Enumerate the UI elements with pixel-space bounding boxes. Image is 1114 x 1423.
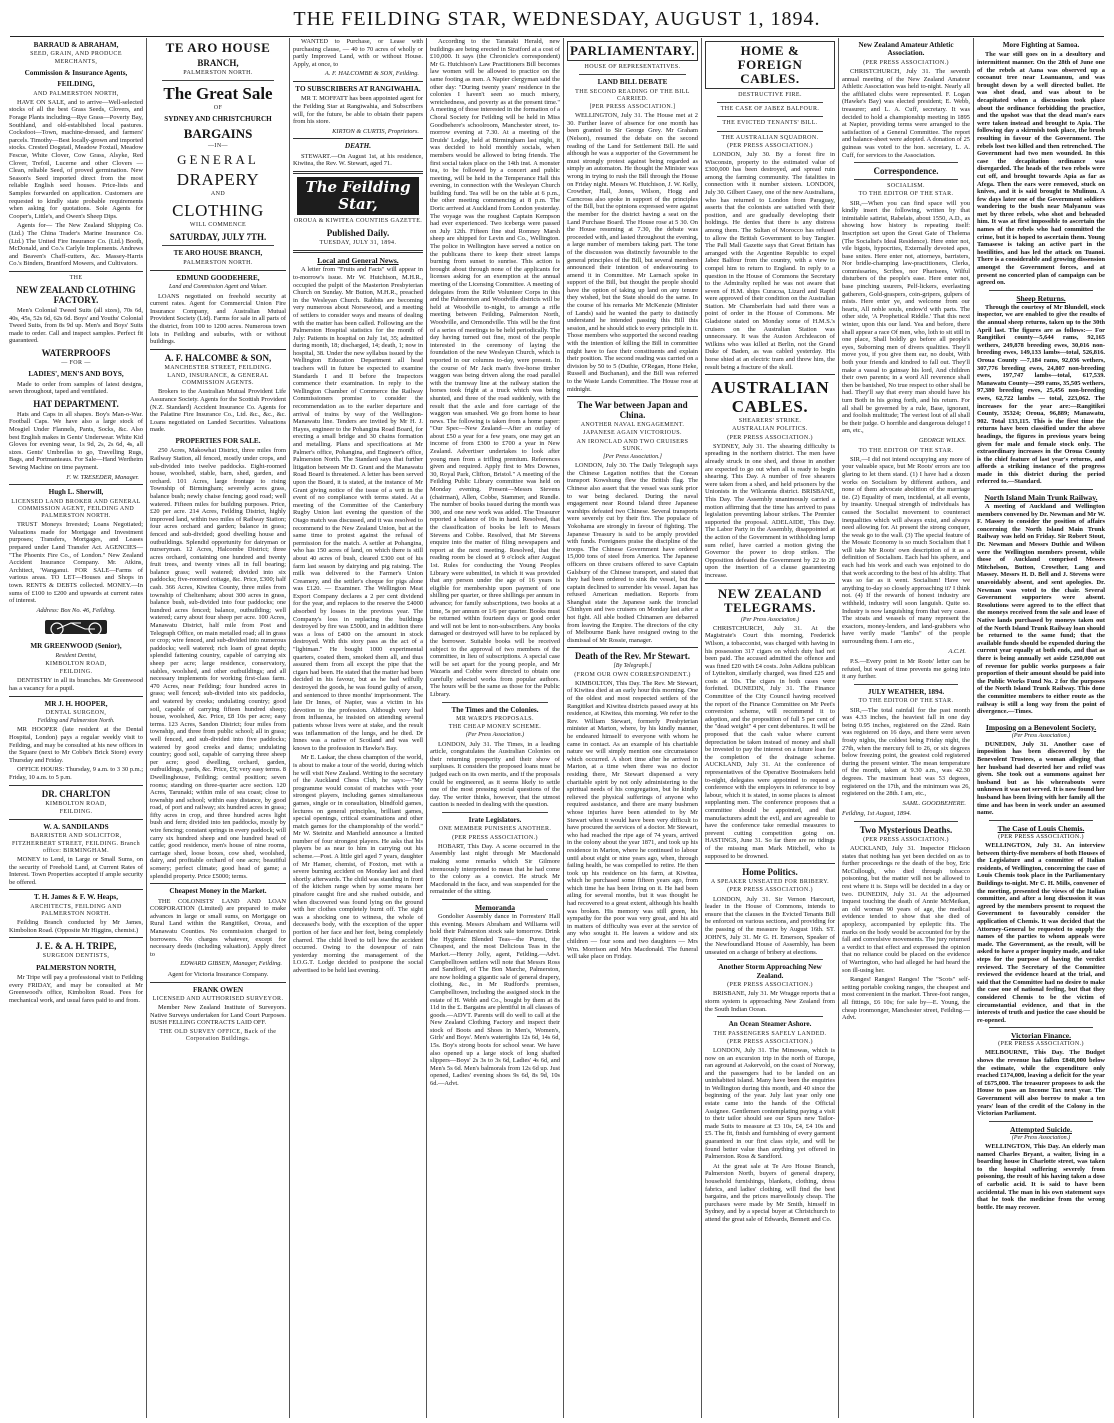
ad-cheapest-title: Cheapest Money in the Market. <box>169 887 267 896</box>
column-6 <box>701 38 838 1418</box>
benevolent-title: Imposing on a Benevolent Society. <box>985 722 1097 732</box>
benevolent-press: (Per Press Association.) <box>1011 732 1071 739</box>
ad-owen-title: FRANK OWEN <box>192 985 244 994</box>
ad-hat-dept: HAT DEPARTMENT. <box>33 398 119 409</box>
paper-nameplate-sub: OROUA & KIWITEA COUNTIES GAZETTE. <box>293 217 423 224</box>
parliamentary-sub2: THE SECOND READING OF THE BILL CARRIED. <box>575 88 690 102</box>
local-news-body: A letter from "Fruits and Facts" will appear in to-morrow's issue. Mr W. Hutchison, M.H.R., occupied the pulpit of the Masterton Presbyterian Church on Sunday. Mr Button, M.H.R., preached in the Wesleyan Church. Rabbits are becoming very numerous about Norsewood, and a meeting of settlers to consider ways and means of dealing with the matter has been called. Following are the Palmerston Hospital statistics for the month of July: Patients in hospital on July 1st, 35; admitted during month, 18; discharged, 14; death, 1; now in hospital, 38. Under the new syllabus issued by the Wellington Education Department all head teachers will in future be expected to examine Standards I and II before the Inspectors commence their examination. In reply to the Wellington Chamber of Commerce the Railway Commissioners promise to consider the recommendation as to the earlier departure and arrival of trains by way of the Wellington-Manawatu line. Tenders are invited by Mr H. J. Hayes, engineer to the Pohangina Road Board, for erecting a small bridge and 30 chains formation and metalling. Plans and specifications at Mr Palmer's office, Pohangina, and Engineer's office, Palmerston North. The Standard says that further litigation between Mr D. Grant and the Manawatu Road Board is threatened. A letter has been served upon the Board, it is stated, at the instance of Mr Grant giving notice of the issue of a writ in the event of no compliance with terms stated. At a meeting of the Committee of the Canterbury Rugby Union last evening the question of the Otago match was discussed, and it was resolved to recommend to the New Zealand Union, but at the same time to protest against the refusal of permission for the match. A settler at Pohangina, who has 150 acres of land, on which there is still about 40 acres of bush, cleared £300 out of his farm last season by dairying and pig raising. The milk was delivered to the Farmer's Union Creamery, and the settler's cheque for pigs alone was £120. — Examiner. The Wellington Meat Export Company declares a 2 per cent dividend for the year, and replaces to the reserve the £4000 absorbed by losses in the previous year. The Company's loss in replacing the buildings destroyed by fire was £5000, and in addition there was a loss of £400 on the amount in stock destroyed. With this story pass as the act of a "lightman." He bought 1000 experimental quarters, coated them, smoked them all, and thus assured them from all except the pipe that the cigars had been. He stated that the matter had been decided in his favour, but as he had wilfully destroyed the goods, he was found guilty of arson, and sentenced to three months' imprisonment. The late Dr Innes, of Napier, was a victim in his devotion to the profession. Although very bad from influenza, he insisted on attending several patients whose lives were at stake, and the result was inflammation of the lungs, and he died. Dr Innes was a native of Scotland and was well known to the profession in Hawke's Bay. <box>293 266 423 752</box>
nz-telegrams-press: (Per Press Association.) <box>740 616 800 623</box>
irate-legislators-sub: ONE MEMBER PUNISHES ANOTHER. <box>438 826 552 833</box>
death-notice-body: STEWART.—On August 1st, at his residence, Kiwitea, the Rev. W. Stewart, aged 71. <box>293 152 423 168</box>
ad-clothing-title: NEW ZEALAND CLOTHING FACTORY. <box>16 285 136 306</box>
divider <box>717 131 823 132</box>
column-7 <box>838 38 973 1418</box>
war-body: LONDON, July 30. The Daily Telegraph says the Chinese Legation notifies that the Corean transport Kowshung flew the British flag. The Chinese also assert that the vessel was sunk prior to war being declared. During the naval engagement near Round Island three Japanese warships defeated two Chinese. Several transports were severely cut by their fire. The populace of Yokohama are strongly in favour of fighting. The Japanese Treasury is said to be amply provided with funds. Foreigners praise the discipline of the troops. The Chinese Government have ordered 15,000 tons of steel from America. The Japanese officers on three cruisers offered to save Captain Galsbury of the Chinese transport, and stated that they had been ordered to sink the vessel, but the captain declined to surrender his vessel. Japan has refused American mediation. Reports from Shanghai state the Japanese sank the ironclad Chinhyen and two cruisers on Monday last after a hot fight. All able bodied Chinamen are debarred from leaving the Empire. The directors of the city of Melbourne Bank have resigned owing to the dismissal of Mr Rossie, manager. <box>567 462 698 644</box>
column-5 <box>563 38 701 1418</box>
nz-telegrams-title: NEW ZEALAND TELEGRAMS. <box>717 585 823 615</box>
ad-tearo-town: PALMERSTON NORTH. <box>183 70 253 76</box>
railway-body: A meeting of Auckland and Wellington members convened by Dr. Newman and Mr W. F. Massey to consider the position of affairs concerning the North Island Main Trunk Railway was held on Friday. Sir Robert Stout, Dr. Newman and Messrs Duthie and Wilson were the Wellington members present, while those of Auckland comprised Messrs Mitchelson, Button, Crowther, Lang and Massey. Messrs H. D. Bell and J. Stevens were unavoidably absent, and sent apologies. Dr. Newman was voted to the chair. Several Government supporters were absent. Resolutions were agreed to to the effect that the moneys received from the sale and lease of Native lands purchased by moneys taken out of the North Island Trunk Railway loan should be returned to the same fund; that the available funds should be expended during the current year equally at both ends, and that as there is being annually set aside £250,000 out of revenue for public works purposes a fair proportion of their amount should be paid into the Public Works Fund No. 2 for the purposes of the North Island Trunk Railway. This done the committee members to either route as the railway is still a long way from the point of divergence.—Times. <box>977 503 1105 716</box>
sheep-title: Sheep Returns. <box>1016 293 1066 303</box>
irate-legislators-press: (PER PRESS ASSOCIATION.) <box>452 834 538 841</box>
ad-barraud-town: FEILDING, <box>57 80 95 89</box>
ad-hooper-hours: OFFICE HOURS: Thursday, 9 a.m. to 3 30 p.m.; Friday, 10 a.m. to 5 p.m. <box>9 766 143 781</box>
stewart-body: KIMBOLTON, This Day. The Rev. Mr Stewart, of Kiwitea died at an early hour this morning. One of the oldest and most respected settlers of the Rangitikei and Kiwitea districts passed away at his residence, at Kiwitea, this morning. We refer to the Rev. William Stewart, formerly Presbyterian minister at Marton, where, by his kindly manner, he endeared himself to everyone with whom he came in contact. As an example of his charitable nature we will simply mention one circumstance which occurred. A short time after he arrived in Marton, at a time when there was no doctor residing there, Mr Stewart dispensed a very charitable spirit by not only administering to the spiritual needs of his congregation, but he kindly relieved the physical sufferings of anyone who required assistance, and there are many bushmen whose injuries have been attended to by Mr Stewart when it would have been very difficult to have procured the services of a doctor. Mr Stewart, who had reached the ripe age of 74 years, arrived in the colony about the year 1871, and took up his residence in Marton, where he continued to labour until about eight or nine years ago, when, through failing health, he was compelled to retire. He then took up his residence on his farm, at Kiwitea, which he purchased some fifteen years ago, from which time he has been living on it. He had been ailing for several months, but it was thought he had recovered to a great extent, although his health was broken. His memory was still green, his sympathy for the poor was very great, and his aid in matters of difficulty was ever at the service of any who sought it. He leaves a widow and six children — four sons and two daughters — Mrs Wm. Morrison and Mrs Macdonald. The funeral will take place on Friday. <box>567 679 698 961</box>
weather-title: JULY WEATHER, 1894. <box>867 687 945 696</box>
divider <box>442 702 548 703</box>
times-colonies-body: LONDON, July 31. The Times, in a leading article, congratulates the Australian Colonies on their returning prosperity and their show of surpluses. It considers the proposed loans must be judged each on its own merits, and if the proposals could be engineered, as it seems likely to settle one of the most pressing social questions of the day. The writer thinks, however, that the utmost caution is needed in dealing with the question. <box>430 740 560 809</box>
home-foreign-sub: DESTRUCTIVE FIRE. <box>738 92 802 98</box>
socialism-to: TO THE EDITOR OF THE STAR. <box>858 191 954 198</box>
ad-tripe-sub: SURGEON DENTISTS, <box>42 953 110 960</box>
ad-sherwill-addr: Address: Box No. 46, Feilding. <box>36 606 116 614</box>
ranges-ad: Ranges! Ranges! Ranges! The "Scots" self-setting portable cooking ranges, the cheapest and most convenient in the market. Three-foot ranges, all fittings, £6 10s; for sale by—E. Young, the cheap ironmonger, Manchester street, Feilding.—Advt. <box>842 976 970 1022</box>
divider <box>705 583 835 584</box>
socialism-sub: SOCIALISM. <box>887 183 925 190</box>
local-news-body-2: Mr E. Laskar, the chess champion of the world, is about to make a tour of the world, during which he will visit New Zealand. Writing to the secretary of the Auckland Chess Club, he says:—"My programme would consist of matches with your strongest players, including games simultaneous games, single or in consultation, blindfold games, lectures on general principles, brilliant games, special openings, critical examinations and other match games for the championship of the world." Mr W. Steinitz and Manfield announce a limited number of four strongest players. He asks that his players be as near to him in carrying out his scheme.—Post. A little girl aged 7 years, daughter of Mr Hamer, chemist, of Foxton, met with a severe burning accident on Monday last and died shortly afterwards. The child was standing in front of the kitchen range when by some means her pinafore caught fire and she rushed outside, and when discovered was found lying on the ground with her clothes completely burnt off. The sight was a shocking one to witness, the whole of deceased's body, with the exception of the upper portion of her face and her feet, being completely charred. The child lived to tell how the accident occurred. Owing to the downpour of rain yesterday morning the management of the I.O.G.T. Lodge decided to postpone the social advertised to be held last evening. <box>293 754 423 974</box>
ad-sandilands-title: W. A. SANDILANDS <box>43 822 109 831</box>
ad-halcombe-title: A. F. HALCOMBE & SON, <box>164 352 272 363</box>
parliamentary-press: [PER PRESS ASSOCIATION.] <box>589 104 676 111</box>
masthead: THE FEILDING STAR, WEDNESDAY, AUGUST 1, 1894. <box>10 8 1104 37</box>
athletic-body: CHRISTCHURCH, July 31. The seventh annual meeting of the New Zealand Amateur Athletic Association was held to-night. Nearly all the affiliated clubs were represented. F. Logan (Hawke's Bay) was elected president; E. Webb, treasurer; and L. A. Cuff, secretary. It was decided to hold a championship meeting in 1895 at Napier, providing terms were arranged to the satisfaction of a General Committee. The report and balance-sheet were adopted. A donation of 25 guineas was voted to the hon. secretary, L. A. Cuff, for services to the Association. <box>842 68 970 159</box>
divider <box>442 899 548 900</box>
times-colonies-sub: MR WARD'S PROPOSALS. <box>456 716 534 723</box>
memoranda-title: Memoranda <box>474 902 516 912</box>
steamer-title: An Ocean Steamer Ashore. <box>728 1020 812 1029</box>
divider <box>717 116 823 117</box>
samoa-title: More Fighting at Samoa. <box>1002 41 1080 49</box>
deaths-title: Two Mysterious Deaths. <box>859 824 953 835</box>
ad-sherwill-sub: LICENSED LAND BROKER AND GENERAL COMMISSION AGENT, FEILDING AND PALMERSTON NORTH. <box>11 498 141 520</box>
ad-charlton-town: FEILDING. <box>59 808 93 815</box>
ad-wanted-body: WANTED to Purchase, or Lease with purchasing clause, — 40 to 70 acres of wholly or partly Improved Land, with or without House. Apply, at once, to <box>293 38 423 68</box>
home-foreign-body: LONDON, July 30. By a forest fire in Wisconsin, property to the estimated value of £300,000 has been destroyed, and spread ruin among the farming community. The fatalities in connection with it number sixteen. LONDON, July 30. Gilbert Casey, one of the new Australians, who has returned to London from Paraguay, asserts that the colonists are satisfied with their position, and are gradually developing their holdings. He denies that there is any distress among them. The Sultan of Morocco has refused to allow the British Government to buy Tangier. The Pall Mall Gazette says that Great Britain has arranged with the Argentine Republic to expel Jabez Balfour from the country, with a view to compel him to return to England. In reply to a question in the House of Commons the Secretary to the Admiralty replied he was not aware that seven of H.M. ships Curacoa, Lizard and Rapid were approved of their condition on the Australian Station. Mr Chamberlain had said there was a point of order in the House of Commons. Mr Gladstone stated on Monday some of H.M.S.'s cruisers on the Australian Station was unnecessary. It was the Auston Archdeacon of Wilkins who was killed at Berlin, not the Grand Duke of Baden, as was cabled yesterday. His horse shied at an electric tram and threw him, the result being a fracture of the skull. <box>705 151 835 371</box>
local-news-title: Local and General News. <box>317 256 399 266</box>
ad-hooper-body: MR HOOPER (late resident at the Dental Hospital, London) pays a regular weekly visit to Feilding, and may be consulted at his new offices in the Square (next to Mr Cobbe's Brick Store) every Thursday and Friday. <box>9 726 143 764</box>
ad-waterproofs: WATERPROOFS <box>41 348 111 359</box>
ad-halcombe-props-body: 250 Acres, Makowhai District, three miles from Railway Station, all fenced, mostly under crops, and sub-divided into twelve paddocks. Eight-roomed house, woolshed, stable, barn, shed, garden, and orchard. 101 Acres, large frontage to rising Township of Birmingham; severely acres grass, balance bush; newly chaise fencing; good road; well watered. Fifteen miles for building purposes. Price, £20 per acre. 214 Acres, Feilding District, highly improved land, within two miles of Railway Station; four acres orchard and garden; balance in grass; fenced and sub-divided; good dwelling house and outbuildings. Splendid opportunity for dairyman or nurseryman. 12 Acres, Halcombe District; three acres orchard, containing one hundred and twenty fruit trees, and twenty vines all in full bearing; balance grass; well watered; divided into six paddocks; five-roomed cottage, &c. Price, £300; half cash. 366 Acres, Kiwitea County, three miles from township of Cheltenham; about 300 acres in grass, balance bush, sub-divided into four paddocks; one hundred acres fenced; balance, outbuilding; well watered; carry about four sheep per acre. 100 Acres, Manawatu District, half mile from Post and Telegraph Office, on main metalled road; all in grass or crop; wire fenced, and sub-divided into numerous paddocks; well watered; rich loam of great depth; splendid fattening country, capable of carrying six sheep per acre; large residence, conservatory, stables, woolshed, and other outbuildings; and all necessary implements for working first-class farm. 470 Acres, near Feilding; four hundred acres in grass; well fenced; sub-divided into six paddocks, and watered by creeks; undulating country; good soil, capable of carrying fifteen hundred sheep; house, woolshed, &c. Price, £8 10s per acre; easy terms. 123 Acres, Sandon District; four miles from township, and three from public school; all in grass; well fenced, and sub-divided into five paddocks; watered by good creeks and dams; undulating country; good soil, capable of carrying three sheep per acre; good dwelling, orchard, garden, outbuildings, yards, &c. Price, £9; very easy terms. 8 Dwellinghouse, Feilding; central position; seven rooms; standing on three-quarter acre section. 120 Acres, Tarunaki; within mile of sea coast; close to township and school; within easy distance, by good road, of port and railway; six hundred acres in grass; fifty acres in crop, and three hundred acres light bush and fern; divided into ten paddocks, mostly by wire fencing; constant springs in every paddock; will carry six hundred sheep and one hundred head of cattle; good residence, men's house of nine rooms, carriage shed, loose boxes, cow shed, woolshed, dairy, and profitable orchard of one acre; beautiful scenery; perfect climate; good head of game; a splendid property. Price £5000; terms. <box>150 447 286 880</box>
steamer-sub: THE PASSENGERS SAFELY LANDED. <box>713 1030 827 1037</box>
steamer-press: (PER PRESS ASSOCIATION.) <box>727 1038 813 1045</box>
paper-date: TUESDAY, JULY 31, 1894. <box>319 240 397 247</box>
suicide-title: Attempted Suicide. <box>1009 1124 1072 1134</box>
ad-greenwood-sub: Resident Dentist, <box>55 652 97 659</box>
weather-date: Feilding, 1st August, 1894. <box>842 810 912 818</box>
ad-greenwood-road: KIMBOLTON ROAD, <box>45 660 107 667</box>
ad-sherwill-body: TRUST Moneys Invested; Loans Negotiated; Valuations made for Mortgage and Investment purposes; Transfers, Mortgages, and Leases prepared under Land Transfer Act. AGENCIES— "The Phoenix Fire Co., of London." New Zealand Accident Insurance Company. Mr. Atkins, Architect, 'Wanganui. FOR SALE—Farms of various areas. TO LET—Houses and Shops in town. RENTS & DEBTS collected. MONEY.—In sums of £100 to £200 and upwards at current rates of interest. <box>9 521 143 605</box>
ad-owen-body: Member New Zealand Institute of Surveyors. Native Surveys undertaken for Land Court Purposes. BUSH FELLING CONTRACTS LAID OFF. <box>150 1004 286 1027</box>
ad-greenwood-town: FEILDING. <box>59 669 93 676</box>
australian-cables-press: (PER PRESS ASSOCIATION.) <box>727 434 813 441</box>
ad-tripe-title: J. E. & A. H. TRIPE, <box>35 941 117 952</box>
chemis-title: The Case of Louis Chemis. <box>997 823 1085 833</box>
ad-tripe-body: Mr Tripe will pay a professional visit to Feilding every FRIDAY, and may be consulted at Mr Greenwood's office, Kimbolton Road. Fees for mechanical work, and usual fares paid to and from. <box>9 973 143 1004</box>
chemis-press: (PER PRESS ASSOCIATION.) <box>998 833 1084 840</box>
irate-legislators-body: HOBART, This Day. A scene occurred in the Assembly last night through Mr Macdonald making some remarks which Sir Gilmore strenuously interpreted to mean that he had come to the colony as a convict. He struck Mr Macdonald in the face, and was suspended for the remainder of the sitting. <box>430 842 560 896</box>
ad-cheapest-agent: Agent for Victoria Insurance Company. <box>167 970 269 978</box>
divider <box>854 179 958 180</box>
home-politics-body: LONDON, July 31. Sir Vernon Harcourt, leader in the House of Commons, intends to ensure that the clauses in the Evicted Tenants Bill be enforced on various sections, and providing for the passing of the measure by August 16th. ST. JOHN'S, July 31. Mr G. H. Emerson, Speaker of the Newfoundland House of Assembly, has been unseated on a charge of bribery at elections. <box>705 895 835 956</box>
railway-title: North Island Main Trunk Railway. <box>984 493 1098 503</box>
ad-owen-sub: LICENSED AND AUTHORISED SURVEYOR. <box>152 995 284 1002</box>
ad-wanted-sig: A. F. HALCOMBE & SON, Feilding. <box>324 70 419 78</box>
divider <box>9 696 143 697</box>
suicide-press: (Per Press Association.) <box>1011 1134 1071 1141</box>
ad-greenwood-body: DENTISTRY in all its branches. Mr Greenwood has a vacancy for a pupil. <box>9 677 143 692</box>
ad-tearo-bargains: BARGAINS <box>183 125 253 141</box>
ad-barraud-agents: Agents for— The New Zealand Shipping Co. (Ltd.) The China Trader's Marine Insurance Co. (Ltd.) The United Fire Insurance Co. (Ltd.) Booth, McDonald, and Co.'s Carlyle Implements. Andrews and Beaven's Chaff-cutters, &c. Massey-Harris Co.'s Binders, Brantford Mowers, and Cultivators. <box>9 222 143 268</box>
parliamentary-title: PARLIAMENTARY. <box>567 41 698 61</box>
athletic-title: New Zealand Amateur Athletic Association. <box>858 41 954 58</box>
times-colonies-press: (Per Press Association.) <box>465 732 525 739</box>
ad-tearo-date: SATURDAY, JULY 7TH. <box>169 232 267 243</box>
divider <box>705 374 835 375</box>
divider <box>989 1027 1093 1028</box>
ad-goodehere-title: EDMUND GOODEHERE, <box>176 274 260 283</box>
divider <box>293 250 423 253</box>
ad-barraud-body: HAVE ON SALE, and to arrive—Well-selected stocks of all the best Grass Seeds, Clovers, and Forage Plants including—Rye Grass—Poverty Bay, Southland, and old-established local pastures. Cocksfoot—Town, machine-dressed, and farmers' parcels. Timothy—Best locally-grown and imported stocks. Crested Dogstail, Meadow Foxtail, Meadow Fescue, White Clover, Cow Grass, Alsyke, Red Clover, Trefoil, Lucerne and other Clovers — Clean, reliable Seed, of proved germination. New Season's Seed imported direct from the most reliable English seed houses. Price-lists and Samples forwarded on application. Customers are requested to kindly state probable requirements when asking for quotations. Sole Agents for Cooper's, Little's, and Owen's Sheep Dips. <box>9 98 143 220</box>
divider <box>293 171 423 174</box>
ad-tripe-town: PALMERSTON NORTH, <box>36 963 116 972</box>
suicide-body: WELLINGTON, This Day. An elderly man named Charles Bryant, a waiter, living in a boarding house in Charlotte street, was taken to the hospital suffering severely from poisoning, the result of his having taken a dose of carbolic acid. It is said to have been accidental. The man in his own statement says that he took the medicine from the wrong bottle. He may recover. <box>977 1143 1105 1211</box>
columns <box>6 38 1108 1418</box>
socialism-body: SIR,—When you can find space will you kindly insert the following, written by that inimitable satirist, Rabelais, about 1550, A.D., as showing how history is repeating itself: Inscription set upon the Great Gate of Thelema (The Socialist's Ideal Residence). Here enter not, vile bigots, hypocrites, Externally devoted apes, base snites. Here enter not, attorneys, barristers, Nor bridle-champing law-practitioners, Clerks, commissaries, Scribes, nor Pharisees, Wilful disturbers of the people's ease. Here enter not, base pinching usurers, Pelf-lickers, everlasting gatherers, Gold-graspers, coin-gripers, gulpers of mists. Here enter ye, and welcome from our hearts, All noble souls, endow'd with parts. The other side, 'A Prophetical Riddle.' That this next winter, upon this our land. Yea and before, there shall appear a race Of men, who, loth to sit still in one place, Shall boldly go before all people's eyes, Suborning men of divers qualities. They'll move you, if you give them ear, no doubt, With both your friends and kindred to fall out. They'll make a vassal to gainsay his lord, And children their own parents; in a word All reverence shall then be banished, No true respect to other shall be had. They'll say that every man should have his turn Both in his going forth, and his return. For all shall be governed by a rule, Base, ignorant, and foolish multitude; The veriest lout of all shall be their judge. O horrible and dangerous deluge! I am, etc., <box>842 199 970 435</box>
divider <box>162 80 274 81</box>
ad-tearo2-title: TE ARO HOUSE BRANCH, <box>173 249 263 258</box>
ad-tearo-title: TE ARO HOUSE <box>165 40 271 55</box>
ad-hooper-title: MR J. H. HOOPER, <box>44 699 108 708</box>
ad-greenwood-title: MR GREENWOOD (Senior), <box>30 642 122 651</box>
divider <box>567 647 698 648</box>
parliamentary-sub: LAND BILL DEBATE <box>597 78 668 87</box>
stewart-title: Death of the Rev. Mr Stewart. <box>574 651 691 662</box>
ad-sandilands-sub: BARRISTER AND SOLICITOR, FITZHERBERT STREET, FEILDING. Branch office: BIRMINGHAM. <box>12 833 140 854</box>
stewart-corr: (FROM OUR OWN CORRESPONDENT.) <box>574 671 691 678</box>
divider <box>989 820 1093 821</box>
divider <box>150 270 286 271</box>
war-title: The War between Japan and China. <box>577 400 688 421</box>
ad-halcombe-props: PROPERTIES FOR SALE. <box>175 436 261 445</box>
letter2-sig: A.C.H. <box>948 647 966 655</box>
ad-tearo-of: OF <box>213 105 223 112</box>
divider <box>293 138 423 139</box>
ad-hooper-sub2: Feilding and Palmerston North. <box>37 718 115 725</box>
ad-barraud-sub2: Commission & Insurance Agents, <box>24 68 128 77</box>
home-foreign-sub3: THE EVICTED TENANTS' BILL. <box>722 120 818 127</box>
home-politics-title: Home Politics. <box>742 867 798 878</box>
times-colonies-sub2: THE CHEAP MONEY SCHEME. <box>448 724 542 731</box>
ad-charlton-title: DR. CHARLTON <box>41 788 111 799</box>
times-colonies-title: The Times and the Colonies. <box>451 705 539 714</box>
letter2-to: TO THE EDITOR OF THE STAR. <box>858 447 954 454</box>
ad-cheapest-sig: EDWARD GIBSEN, Manager, Feilding. <box>180 960 282 968</box>
divider <box>567 396 698 397</box>
ad-tearo-great-sale: The Great Sale <box>163 84 273 104</box>
home-foreign-sub4: THE AUSTRALIAN SQUADRON. <box>721 134 819 141</box>
storm-title: Another Storm Approaching New Zealand. <box>718 963 822 980</box>
irate-legislators-title: Irate Legislators. <box>468 816 522 825</box>
ad-waterproofs-2: LADIES', MEN'S AND BOYS, <box>28 370 124 379</box>
ad-sherwill-title: Hugh L. Sherwill, <box>48 488 104 497</box>
divider <box>9 484 143 485</box>
paper-published: Published Daily. <box>326 228 390 239</box>
benevolent-body: DUNEDIN, July 31. Another case of imposition has been discovered by the Benevolent Trustees, a woman alleging that her husband had deserted her and relief was given. She took out a summons against her husband but as his whereabouts were unknown it was not served. It is now found her husband has been living with her family all the time and has been in work under an assumed name. <box>977 740 1105 817</box>
storm-body: BRISBANE, July 31. Mr Wragge reports that a storm system is approaching New Zealand from the South Indian Ocean. <box>705 990 835 1013</box>
ad-hat-body: Hats and Caps in all shapes. Boy's Man-o-War. Football Caps. We have also a large stock of Mosgiel Under Flannels, Pants, Socks, &c. Also best English makes in Gents' Underwear. White Kid Gloves for evening wear, 1s 9d, 2s, 2s 6d, 4s, all sizes. Gents' Umbrellas to go, Travelling Rugs, Bags, and Portmanteaus. For Sale—Hand Wertheim Sewing Machine on time payment. <box>9 410 143 472</box>
stewart-tele: [By Telegraph.] <box>613 663 652 670</box>
socialism-sig: GEORGE WILKS. <box>918 436 966 444</box>
tearo-sale-notice: At the great sale at Te Aro House Branch, Palmerston North, buyers of general drapery, household furnishings, blankets, clothing, dress fabrics, and ladies' clothing, will find the best bargains, and the prices marvellously cheap. The purchases were made by Mr Smith, himself in Sydney, and by a special buyer at Christchurch to attend the great sale of Edwards, Bennett and Co. <box>705 1162 835 1223</box>
divider <box>150 883 286 884</box>
ad-charlton-road: KIMBOLTON ROAD, <box>45 800 107 807</box>
ad-hooper-sub: DENTAL SURGEON, <box>45 709 107 716</box>
ad-halcombe-sub: MANCHESTER STREET, FEILDING. <box>164 364 272 371</box>
divider <box>150 349 286 350</box>
divider <box>989 719 1093 720</box>
parliamentary-body: WELLINGTON, July 31. The House met at 2 30. Further leave of absence for one month has been granted to Sir George Grey. Mr Graham (Nelson), resumed the debate on the second reading of the Land for Settlement Bill. He said although he was a supporter of the Government he must strongly protest against being regarded as simply an automaton. He thought the Minister was wrong in trying to rush the Bill through the House on Friday night. Messrs W. Hutchison, J. W. Kelly, Crowther, Hall, Jones, Wilson, Hogg and Carncross also spoke in support of the principles of the Bill, but the opinions expressed were against the member for the district having a seat on the Land Purchase Board. The House rose at 5 30. On the House resuming at 7.30, the debate was proceeded with, and lasted throughout the evening, a large number of members taking part. The tone of the discussion was distinctly favourable to the general principles of the Bill, but several members announced their intention of endeavouring to amend it in Committee. Mr Larnach spoke in support of the Bill, but thought the people should have the option of taking up land on any tenure they wished, but the State should do the same. In the course of his remarks Mr McKenzie (Minister of Lands) said he wanted the party to distinctly understand he intended passing this Bill this session, and he should stick to every principle in it. Those members who supported the second reading with the intention of killing the Bill in committee might have to face their constituents and explain their position. The second reading was carried on a division by 50 to 5 (Duthie, O'Regan, Hone Heke, Russell and Buchanan), and the Bill was referred to the Waste Lands Committee. The House rose at midnight. <box>567 112 698 393</box>
divider <box>717 102 823 103</box>
australian-cables-sub: SHEARERS' STRIKE. <box>738 418 802 425</box>
deaths-press: (PER PRESS ASSOCIATION.) <box>863 836 949 843</box>
victorian-finance-title: Victorian Finance. <box>1010 1031 1072 1041</box>
ad-tearo-cities: SYDNEY AND CHRISTCHURCH <box>164 115 272 124</box>
divider <box>9 271 143 272</box>
notice-subscribers-body: MR T. MOFFATT has been appointed agent for the Feilding Star at Rangiwahia, and Subscribers will, for the future, be able to obtain their papers from his store. <box>293 95 423 126</box>
storm-press: (PER PRESS ASSOCIATION.) <box>727 982 813 989</box>
ad-waterproofs-for: — FOR — <box>61 360 91 367</box>
notice-subscribers-sig: KIRTON & CURTIS, Proprietors. <box>332 127 419 135</box>
paper-nameplate: The Feilding Star, <box>297 177 419 215</box>
ad-tearo-drapery: DRAPERY <box>176 170 260 190</box>
divider <box>9 819 143 820</box>
notice-subscribers-title: TO SUBSCRIBERS AT RANGIWAHIA. <box>295 84 421 93</box>
australian-cables-body: SYDNEY, July 31. The shearing difficulty is spreading in the northern district. The men have already struck in one shed, and those in another are expected to go out when all is ready to begin shearing. This Day. A number of free shearers were taken from a shed, and held prisoners by the Unionists in the Wilcannia district. BRISBANE, This Day. The Assembly unanimously carried a motion affirming that the time has arrived to pass legislation preventing labour strikes. The Premier supported the proposal. ADELAIDE, This Day. The Labor Party in the Assembly, disappointed at the action of the Government in withholding lump sum relief, have carried a motion giving the Governor the power to drop strikes. The Opposition defeated the Government by 22 to 20 upon the insertion of a clause guaranteeing increase. <box>705 442 835 579</box>
bicycle-icon <box>41 617 111 639</box>
divider <box>989 1121 1093 1122</box>
ad-goodehere-body: LOANS negotiated on freehold security at current rates. Agent for Commercial Union Fire Insurance Company, and Australian Mutual Provident Society (Ltd). Farms for sale in all parts of the district, from 100 to 1200 acres. Numerous town lots in Feilding and suburbs, with or without buildings. <box>150 292 286 346</box>
ad-clothing-sig: F. W. TRESEDER, Manager. <box>66 473 139 481</box>
ad-james-heaps-body: Feilding Branch conducted by Mr James, Kimbolton Road. (Opposite Mr Higgins, chemist.) <box>9 919 143 934</box>
divider <box>442 812 548 813</box>
home-foreign-sub2: THE CASE OF JABEZ BALFOUR. <box>720 106 820 113</box>
ad-halcombe-sub2: LAND, INSURANCE, & GENERAL COMMISSION AGENTS. <box>167 373 269 387</box>
ad-barraud-title: BARRAUD & ABRAHAM, <box>33 41 119 49</box>
ad-tearo-in: —IN— <box>208 142 228 149</box>
divider <box>705 863 835 864</box>
divider <box>150 982 286 983</box>
home-foreign-title: HOME & FOREIGN CABLES. <box>705 41 835 89</box>
war-sub2: JAPANESE AGAIN VICTORIOUS. <box>583 430 682 437</box>
ad-james-heaps-title: T. H. James & F. W. Heaps, <box>33 893 119 902</box>
victorian-finance-press: (PER PRESS ASSOCIATION.) <box>998 1041 1084 1048</box>
chemis-body: WELLINGTON, July 31. An interview between thirty-five members of both Houses of the Legislature and a committee of Italian residents, of Wellington, concerning the case of Louis Chemis took place in the Parliamentary Buildings to-night. Mr C. H. Mills, convener of the meeting, presented the views of the Italian committee, and after a long discussion it was agreed by the members present to request the Government to favourably consider the application of Chemis. It was decided that the Attorney-General be requested to supply the names of the parties to whom appeals were made. The Government, as the result, will be asked to have a proper inquiry made, and take steps for the purpose of having the verdict reviewed. The Secretary of the Committee reviewed the evidence heard at the trial, and said that the Committee had no desire to make the case one of national feeling, but that they considered Chemis to be the victim of circumstantial evidence, and that in the interests of truth and justice the case should be re-opened. <box>977 842 1105 1024</box>
weather-sig: SAML. GOODBEHERE. <box>902 799 966 807</box>
local-news-continued: According to the Taranaki Herald, new buildings are being erected in Stratford at a cost of £10,000. It says (the Chronicle's correspondent) Mr G. Hutchison's Law Practitioners Bill becomes law women will be allowed to practice on the same footing as men. A Napier clergyman said the other day: "During twenty years' residence in the colonies I haven't seen so much misery, wretchedness, and poverty as at the present time." A meeting of those interested in the formation of a Choral Society for Feilding will be held in Miss Goodbehere's schoolroom, Manchester street, to-morrow evening at 7.30. At a meeting of the Druids' Lodge, held at Birmingham last night, it was decided to hold monthly socials, when members would be allowed to bring friends. The first social takes place on the 14th inst. A monster tea, to be followed by a concert and public meeting, will be held in the Temperance Hall this evening, in connection with the Wesleyan Church building fund. Tea will be on the table at 6 p.m., the other meeting commencing at 8 p.m. The Doric arrived at Auckland from London yesterday. The voyage was the roughest Captain Kempson had ever experienced. Two icebergs were passed on July 12th. Fifteen fine stud Romney Marsh sheep are shipped for Levin and Co., Wellington. The police in Wellington have served a notice on the publicans there to keep their street lamps burning from sunset to sunrise. This action is brought about through none of the applicants for licenses asking for an exemption at the annual meeting of the Licensing Committee. A meeting of delegates from the Rifle Volunteer Corps in this and the Palmerston and Woodville districts will be held at Woodville to-night, to arrange a rifle meeting between Feilding, Palmerston North, Woodville, and Ormondville. This will be the first of a series of meetings to be held periodically. The day having turned out fine, most of the people interested in the ceremony of laying the foundation of the new Wesleyan Church, which is reported in our columns to-day, were present. In the course of Mr Jack man's five-horse timber waggon was being driven along the road parallel with the tramway line at the railway station the horses took fright at a truck which was being shunted, and three of the road suddenly, with the result that the axle and fore carriage of the waggon was smashed. We go from home to hear news. The following is taken from a home paper: "Our Spec—New Zealand—After an outlay of about £50 a year for a few years, one may get an income of from £300 to £700 a year in New Zealand. Advertiser undertakes to look after young men from a trifling premium. References given and required. Apply first to Mrs Downes, 30, Royal Park, Clifton, Bristol." A meeting of the Feilding Public Library committee was held on Monday evening. Present—Messrs Stevens (chairman), Allen, Cobbe, Stammer, and Rundle. The number of books issued during the month was 300, and one new work was added. The Treasurer reported a balance of 10s in hand. Resolved, that the classification of books be left to Messrs Stevens and Cobbe. Resolved, that Mr Stevens enquire into the matter of filing newspapers and report at the next meeting. Resolved, that the reading room be closed at 9 o'clock after August 1st. Rules for conducting the Young Peoples Library were submitted, in which it was provided that any person under the age of 16 years is eligible for membership upon payment of one shilling per quarter, or three shillings per annum in advance; for family subscriptions, two books at a time, 5s per annum or 1/6 per quarter. Books must be returned within fourteen days or good order and will not be lent to non-subscribers. Any books damaged or destroyed will have to be replaced by the borrower. Suitable books will be received subject to the approval of two members of the committee, in lieu of subscriptions. A special case will be set apart for the young people, and Mr Wazaris and Cobbe were directed to obtain one carefully selected works from popular authors. The hours will be the same as those for the Public Library. <box>430 38 560 699</box>
home-politics-press: (PER PRESS ASSOCIATION.) <box>727 887 813 894</box>
home-foreign-press: (PER PRESS ASSOCIATION.) <box>727 142 813 149</box>
ad-tearo-and: AND <box>210 191 226 198</box>
deaths-body: AUCKLAND, July 31. Inspector Hickson states that nothing has yet been decided on as to further proceedings re the death of the boy, Eric McCullough, who died through tobacco poisoning, but the matter will not be allowed to rest where it is. Steps will be decided in a day or two. DUNEDIN, July 31. At the adjourned inquest touching the death of Annie McMeikan, an old woman 90 years of age, the medical evidence tended to show that she died of apoplexy, accompanied by epileptic fits. The marks on the body would be accounted for by the fall and convulsive movements. The jury returned a verdict to that effect and expressed the opinion that no reliance could be placed on the evidence of Warrington, who had alleged he had heard the son ill-using her. <box>842 845 970 974</box>
war-press: [Per Press Association.] <box>603 454 662 460</box>
ad-tearo-will: WILL COMMENCE <box>189 222 247 229</box>
war-sub: ANOTHER NAVAL ENGAGEMENT. <box>580 422 685 429</box>
ad-waterproofs-body: Made to order from samples of latest designs, sewn throughout, taped and ventilated. <box>9 380 143 396</box>
column-4 <box>426 38 563 1418</box>
war-sub3: AN IRONCLAD AND TWO CRUISERS SUNK. <box>576 438 689 452</box>
parliamentary-house: HOUSE OF REPRESENTATIVES. <box>584 64 681 70</box>
letter2-ps: P.S.—Every point in Mr Roots' letter can be refuted, but want of time prevents me going into it any further. <box>842 658 970 681</box>
divider <box>579 74 686 75</box>
ad-owen-office: THE OLD SURVEY OFFICE, Back of the Corporation Buildings. <box>159 1028 277 1043</box>
steamer-body: LONDON, July 31. The Mimowas, which is now on an excursion trip in the north of Europe, ran aground at Askervold, on the coast of Norway, and the passengers had to be landed on an uninhabited island. Many have been the enquiries in Wellington during this month, and 40 since the beginning of the year. July last year only one estate came into the hands of the Official Assignee. Gentlemen contemplating paying a visit to their tailor should see our Spurs new Tailor-made Suits to measure at £3 10s, £4, £4 10s and £5. The fit, finish and furnishing of every garment guaranteed in our first class style, and will be found better value than anything yet offered in Palmerston. Ross & Sandford. <box>705 1046 835 1161</box>
ad-tearo2-town: PALMERSTON NORTH. <box>183 259 253 266</box>
ad-tearo-general: GENERAL <box>177 152 259 168</box>
letter2-body: SIR,—I did not intend occupying any more of your valuable space, but Mr Roots' errors are too glaring to let them stand. (1) I have had a dozen works on Socialism by different authors, and none of them advocate abolition of the marriage tie. (2) Equality of men, incidental, at all events, by insanity. Unequal strength of individuals has caused the Socialist movement to counteract inequalities which will always exist, and always need allowing for. At present the strong conquer, the weak go to the wall. (3) The special feature of the Mosaic Economy is so much Socialism that I will take Mr Roots' own description of it as a definition of Socialism. Each had his sphere, and each had his work and each was enjoined to do that work according to the best of his ability. That was so far as it went. Socialism! Have we anything to-day so closely approaching it? I think not. (4) If the rewards of honest industry are withheld, industry will soon languish. Quite so. Industry is now languishing from that very cause. The stoats and weasels of many represent the exactors, money-lenders, and land-grabbers who have verily made "lambs" of the people surrounding them. I am etc., <box>842 455 970 645</box>
ad-clothing-body: Men's Colonial Tweed Suits (all sizes), 70s 6d, 40s, 45s, 52s 6d, 62s 6d. Boys' and Youths' Colonial Tweed Suits, from 8s 9d up. Men's and Boys' Suits made to order. Call and inspect samples. Perfect fit guaranteed. <box>9 307 143 345</box>
memoranda-body: Gondolier Assembly dance in Forresters' Hall this evening. Messrs Abraham and Williams will hold their Palmerston stock sale tomorrow. Drink the Hygienic Blended Teas—the Purest, the Cheapest, and the most Delicious Teas in the Market.—Henry Jolly, agent, Feilding.—Advt. Campbelltown settlers will note that Messrs Ross and Sandford, of The Bon Marche, Palmerston, are now holding a gigantic sale of general drapery, clothing, &c., in Mr Rudford's premises, Campbelltown, including the assigned stock in the estate of H. Webb and Co., bought by them at 8s 11d in the £. Bargains are plentiful in all classes of goods.—ADVT. Parents will do well to call at the New Zealand Clothing Factory and inspect their stock of Boots and Shoes in Men's, Women's, Girls' and Boys'. Men's watertights 12s 6d, 14s 6d, 15s. Boy's strong boots for school wear. We have also opened up a large stock of long shafted slippers—Boys' 2s 3s to 3s 6d, Ladies' 4s 6d, and Men's 5s 6d. Men's balmorals from 12s 6d up. Just opened, Ladies' evening shoes 9s 6d, 8s 9d, 10s 6d.—Advt. <box>430 912 560 1088</box>
ad-james-heaps-sub: ARCHITECTS, FEILDING AND PALMERSTON NORTH. <box>30 903 122 917</box>
samoa-body: The war still goes on in a desultory and intermittent manner. On the 28th of June one of the rebels at Aana was observed up a cocoanut tree near Loanuanuu, and was brought down by a well directed bullet. He was shot dead, and was about to be decapitated when a discussion took place about the ordinance forbidding the practice, and the upshot was that the dead man's ears were taken instead and brought to Apia. The following day a skirmish took place, the brush resulting in favour of the Government. The rebels lost two killed and then retrenched. The Government had two men wounded. In this case the decapitation ordinance was disregarded. The heads of the two rebels were cut off, and brought towards Apia as far as Afega. Then the ears were removed, stuck on knives, and it is said brought to Mulinuu. A few days later one of the Government soldiers wandering to the bush near Malyanuu was met by three rebels, who shot and beheaded him. It was at first impossible to ascertain the names of the rebels who had committed the crime, but it is hoped to ascertain them. Young Tamasese is taking an active part in the hostilities, and has led the attack on Tuanoi. There is a considerable and growing dissension amongst the Government forces, and at present no concerted plan of campaign can be agreed on. <box>977 51 1105 287</box>
ad-sandilands-body: MONEY to Lend, in Large or Small Sums, on the security of Freehold Land, at Current Rates of Interest. Town Properties accepted if ample security be offered. <box>9 855 143 886</box>
ad-barraud-sub: SEED, GRAIN, AND PRODUCE MERCHANTS, <box>30 51 122 65</box>
ad-cheapest-body: THE COLONISTS' LAND AND LOAN CORPORATION (Limited) are prepared to make advances in large or small sums, on Mortgage on Rural Land within the Rangitikei, Oroua, and Manawatu Counties. No commission charged to borrowers. No charges whatever, except for necessary deeds (including valuation). Apply direct to <box>150 897 286 958</box>
correspondence-title: Correspondence. <box>873 166 939 177</box>
sheep-body: Through the courtesy of Mr Blundell, stock inspector, we are enabled to give the results of the annual sheep returns, taken up to the 30th April last. The figures are as follows:— For Rangitikei county—5,644 rams, 92,165 wethers, 249,878 breeding ewes, 30,016 non-breeding ewes, 149,133 lambs—total, 526,816. Oroua County —7,184 rams, 92,036 wethers, 307,776 breeding ewes, 24,807 non-breeding ewes, 197,747 lambs—total, 617,539. Manawatu County—299 rams, 35,505 wethers, 97,380 breeding ewes, 25,456 non-breeding ewes, 62,722 lambs — total, 223,062. The increases for the year are:—Rangitikei County, 35324; Oroua, 96,889; Manawatu, 902. Total 133,115. This is the first time the returns have been classified under the above headings, the figures in previous years being given for male and female stock only. The extraordinary increases in the Oroua County is the chief feature of last year's returns, and affords a striking instance of the progress made in this district during the period referred to.—Standard. <box>977 303 1105 486</box>
weather-to: TO THE EDITOR OF THE STAR. <box>858 698 954 705</box>
ad-goodehere-sub: Land and Commission Agent and Valuer. <box>169 284 267 291</box>
ad-halcombe-body: Brokers to the Australian Mutual Provident Life Assurance Society. Agents for the Scottish Provident (N.Z. Standard) Accident Insurance Co. Agents for the Palatine Fire Insurance Co., Ltd. &c., &c., &c. Loans negotiated on Landed Securities. Valuations made. <box>150 388 286 434</box>
divider <box>717 959 823 960</box>
divider <box>293 81 423 82</box>
ad-clothing-the: THE <box>69 274 83 281</box>
divider <box>9 785 143 786</box>
weather-body: SIR,—The total rainfall for the past month was 4.33 inches, the heaviest fall in one day being 0.95 inches, registered on the 22nd. Rain was registered on 16 days, and there were seven frosty nights, the coldest being Friday night, the 27th, when the mercury fell to 26, or six degrees below freezing point, the greatest cold registered during the present winter. The mean temperature of the month, taken at 9.30 a.m., was 42.30 degrees. The maximum heat was 53 degrees, registered on the 17th, and the minimum was 26, registered on the 28th. I am, etc., <box>842 706 970 798</box>
ad-tearo-clothing: CLOTHING <box>172 201 264 221</box>
divider <box>854 162 958 163</box>
ad-barraud-town2: AND PALMERSTON NORTH, <box>33 90 119 97</box>
home-politics-sub: A SPEAKER UNSEATED FOR BRIBERY. <box>710 879 830 886</box>
victorian-finance-body: MELBOURNE, This Day. The Budget shows the revenue has fallen £848,000 below the estimate, while the expenditure only reached £174,000, leaving a deficit for the year of £675,000. The treasurer proposes to ask the House to pass an Income Tax next year. The Government will also borrow to make a ten years' loan of the credit of the Colony in the Victorian Parliament. <box>977 1049 1105 1118</box>
divider <box>9 937 143 938</box>
divider <box>717 1016 823 1017</box>
nz-telegrams-body: CHRISTCHURCH, July 31. At the Magistrate's Court this morning, Frederick Wilson, a tobacconist, was charged with having in his possession 317 cigars on which duty had not been paid. The accused admitted the offence and was fined £20 with £4 costs. John Adkins publican of Lyttelton, similarly charged, was fined £25 and costs at 10s. The cigars in both cases were forfeited. DUNEDIN, July 31. The Finance Committee of the City Council having received the report of the Finance Committee on Mr Peet's conversion scheme, will recommend it to adoption, and the proposition of full 5 per cent of the "dead weight" 4 per cent debentures. It will be proposed that the cash value where current depreciation be taken instead of money and shall be invested to pay the interest on a future loan for the completion of the drainage scheme. AUCKLAND, July 31. At the conference of representatives of the Operative Bootmakers held to-night, delegates were appointed to request a conference with the employers in reference to boy labour, which it is stated, in some places is almost supplanting men. The conference proposes that a committee should be appointed, and that manufacturers admit the evil, and are agreeable to have the conference take remedial measures to prevent cutting competition going on. HASTINGS, June 31. So far there are no tidings of the missing man Mark Mitchell, who is supposed to be drowned. <box>705 624 835 860</box>
divider <box>854 684 958 685</box>
divider <box>989 290 1093 291</box>
column-1 <box>6 38 146 1418</box>
column-3 <box>289 38 426 1418</box>
ad-tearo-branch: BRANCH, <box>197 58 239 68</box>
column-8 <box>973 38 1108 1418</box>
australian-cables-sub2: AUSTRALIAN POLITICS. <box>732 426 808 433</box>
death-notice-title: DEATH. <box>344 142 372 151</box>
divider <box>9 889 143 890</box>
athletic-press: (PER PRESS ASSOCIATION.) <box>863 59 949 66</box>
australian-cables-title: AUSTRALIAN CABLES. <box>710 378 830 417</box>
divider <box>162 245 274 246</box>
divider <box>854 821 958 822</box>
divider <box>989 489 1093 490</box>
column-2 <box>146 38 289 1418</box>
